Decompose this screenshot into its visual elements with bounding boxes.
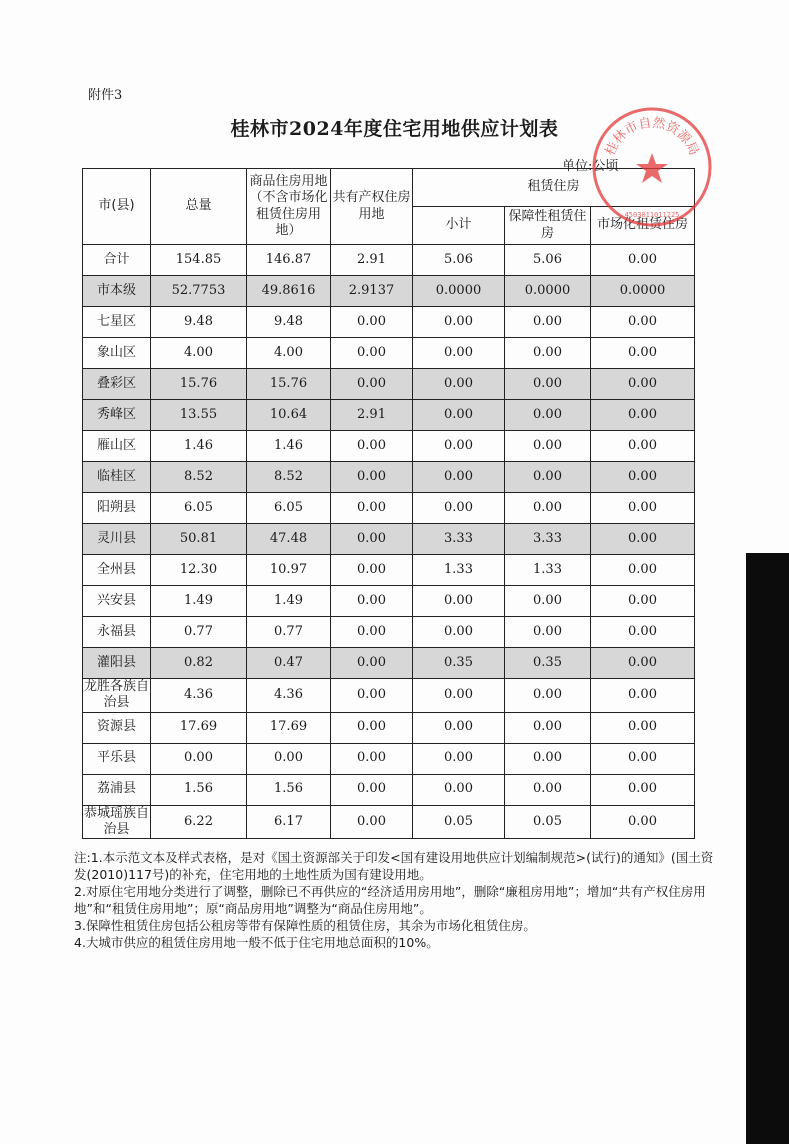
- county-cell: 全州县: [83, 555, 151, 586]
- attachment-label: 附件3: [88, 88, 123, 103]
- total-cell: 0.82: [151, 648, 247, 679]
- subtotal-cell: 5.06: [413, 245, 505, 276]
- market-cell: 0.00: [591, 524, 695, 555]
- subtotal-cell: 0.05: [413, 805, 505, 839]
- commercial-cell: 4.36: [247, 679, 331, 713]
- county-cell: 恭城瑶族自治县: [83, 805, 149, 837]
- header-market: 市场化租赁住房: [591, 207, 695, 245]
- commercial-cell: 0.47: [247, 648, 331, 679]
- total-cell: 17.69: [151, 712, 247, 743]
- commercial-cell: 9.48: [247, 307, 331, 338]
- total-cell: 8.52: [151, 462, 247, 493]
- subtotal-cell: 1.33: [413, 555, 505, 586]
- market-cell: 0.00: [591, 712, 695, 743]
- market-cell: 0.00: [591, 338, 695, 369]
- shared-cell: 0.00: [331, 805, 413, 839]
- table-row: [83, 555, 695, 586]
- header-rental: 租赁住房: [413, 169, 695, 207]
- total-cell: 12.30: [151, 555, 247, 586]
- commercial-cell: 8.52: [247, 462, 331, 493]
- table-row: [83, 679, 695, 713]
- market-cell: 0.00: [591, 679, 695, 713]
- guaranteed-cell: 0.00: [505, 712, 591, 743]
- total-cell: 0.00: [151, 743, 247, 774]
- commercial-cell: 6.05: [247, 493, 331, 524]
- header-total: 总量: [151, 169, 247, 245]
- table-row: [83, 338, 695, 369]
- shared-cell: 0.00: [331, 307, 413, 338]
- subtotal-cell: 0.00: [413, 307, 505, 338]
- county-cell: 灵川县: [83, 524, 151, 555]
- total-cell: 1.46: [151, 431, 247, 462]
- commercial-cell: 0.77: [247, 617, 331, 648]
- note-3: 3.保障性租赁住房包括公租房等带有保障性质的租赁住房，其余为市场化租赁住房。: [74, 918, 536, 933]
- guaranteed-cell: 0.0000: [505, 276, 591, 307]
- county-cell: 象山区: [83, 338, 151, 369]
- total-cell: 4.36: [151, 679, 247, 713]
- county-cell: 永福县: [83, 617, 151, 648]
- table-row: [83, 617, 695, 648]
- subtotal-cell: 0.00: [413, 338, 505, 369]
- subtotal-cell: 0.00: [413, 679, 505, 713]
- guaranteed-cell: 3.33: [505, 524, 591, 555]
- shared-cell: 0.00: [331, 369, 413, 400]
- county-cell: 龙胜各族自治县: [83, 679, 149, 711]
- table-row: [83, 524, 695, 555]
- total-cell: 52.7753: [151, 276, 247, 307]
- shared-cell: 0.00: [331, 617, 413, 648]
- guaranteed-cell: 0.00: [505, 462, 591, 493]
- table-row: [83, 805, 695, 839]
- table-row: [83, 493, 695, 524]
- subtotal-cell: 0.00: [413, 617, 505, 648]
- subtotal-cell: 0.35: [413, 648, 505, 679]
- county-cell: 荔浦县: [83, 774, 151, 805]
- market-cell: 0.00: [591, 743, 695, 774]
- svg-text:4503011011225: 4503011011225: [624, 211, 680, 219]
- subtotal-cell: 0.00: [413, 462, 505, 493]
- table-row: [83, 586, 695, 617]
- shared-cell: 0.00: [331, 743, 413, 774]
- commercial-cell: 0.00: [247, 743, 331, 774]
- shared-cell: 0.00: [331, 555, 413, 586]
- market-cell: 0.00: [591, 493, 695, 524]
- guaranteed-cell: 0.05: [505, 805, 591, 839]
- table-row: [83, 774, 695, 805]
- supply-plan-table: [82, 168, 695, 839]
- subtotal-cell: 0.00: [413, 712, 505, 743]
- county-cell: 灌阳县: [83, 648, 151, 679]
- guaranteed-cell: 0.00: [505, 493, 591, 524]
- market-cell: 0.00: [591, 805, 695, 839]
- subtotal-cell: 0.00: [413, 431, 505, 462]
- total-cell: 6.22: [151, 805, 247, 839]
- guaranteed-cell: 0.00: [505, 400, 591, 431]
- total-cell: 0.77: [151, 617, 247, 648]
- commercial-cell: 15.76: [247, 369, 331, 400]
- guaranteed-cell: 5.06: [505, 245, 591, 276]
- shared-cell: 0.00: [331, 712, 413, 743]
- county-cell: 合计: [83, 245, 151, 276]
- market-cell: 0.00: [591, 431, 695, 462]
- header-guaranteed: 保障性租赁住房: [505, 207, 591, 245]
- county-cell: 秀峰区: [83, 400, 151, 431]
- shared-cell: 0.00: [331, 648, 413, 679]
- county-cell: 平乐县: [83, 743, 151, 774]
- guaranteed-cell: 0.00: [505, 307, 591, 338]
- guaranteed-cell: 0.00: [505, 338, 591, 369]
- market-cell: 0.00: [591, 774, 695, 805]
- commercial-cell: 17.69: [247, 712, 331, 743]
- commercial-cell: 10.64: [247, 400, 331, 431]
- total-cell: 9.48: [151, 307, 247, 338]
- county-cell: 临桂区: [83, 462, 151, 493]
- market-cell: 0.00: [591, 648, 695, 679]
- table-row: [83, 648, 695, 679]
- county-cell: 市本级: [83, 276, 151, 307]
- market-cell: 0.00: [591, 617, 695, 648]
- total-cell: 50.81: [151, 524, 247, 555]
- shared-cell: 0.00: [331, 462, 413, 493]
- commercial-cell: 6.17: [247, 805, 331, 839]
- county-cell: 七星区: [83, 307, 151, 338]
- market-cell: 0.00: [591, 586, 695, 617]
- note-4: 4.大城市供应的租赁住房用地一般不低于住宅用地总面积的10%。: [74, 935, 439, 950]
- subtotal-cell: 3.33: [413, 524, 505, 555]
- note-1: 注:1.本示范文本及样式表格，是对《国土资源部关于印发<国有建设用地供应计划编制规范>(试行)的通知》(国土资发(2010)117号)的补充，住宅用地的土地性质为国有建设用地。: [74, 850, 714, 882]
- subtotal-cell: 0.00: [413, 743, 505, 774]
- commercial-cell: 1.46: [247, 431, 331, 462]
- table-row: [83, 743, 695, 774]
- notes: [74, 849, 714, 951]
- header-commercial: 商品住房用地（不含市场化租赁住房用地）: [247, 169, 331, 245]
- guaranteed-cell: 0.00: [505, 586, 591, 617]
- guaranteed-cell: 0.00: [505, 743, 591, 774]
- official-seal: [590, 105, 715, 230]
- shared-cell: 0.00: [331, 338, 413, 369]
- table-body: [83, 245, 695, 839]
- subtotal-cell: 0.0000: [413, 276, 505, 307]
- unit-label: 单位:公顷: [562, 159, 619, 174]
- market-cell: 0.0000: [591, 276, 695, 307]
- guaranteed-cell: 0.00: [505, 679, 591, 713]
- shared-cell: 2.91: [331, 245, 413, 276]
- note-2: 2.对原住宅用地分类进行了调整，删除已不再供应的“经济适用房用地”，删除“廉租房用地”；增加“共有产权住房用地”和“租赁住房用地”；原“商品房用地”调整为“商品住房用地”。: [74, 884, 706, 916]
- commercial-cell: 47.48: [247, 524, 331, 555]
- shared-cell: 0.00: [331, 493, 413, 524]
- shared-cell: 0.00: [331, 431, 413, 462]
- total-cell: 6.05: [151, 493, 247, 524]
- subtotal-cell: 0.00: [413, 774, 505, 805]
- table-row: [83, 462, 695, 493]
- guaranteed-cell: 0.00: [505, 617, 591, 648]
- shared-cell: 2.91: [331, 400, 413, 431]
- total-cell: 1.49: [151, 586, 247, 617]
- shared-cell: 0.00: [331, 586, 413, 617]
- market-cell: 0.00: [591, 245, 695, 276]
- county-cell: 资源县: [83, 712, 151, 743]
- total-cell: 1.56: [151, 774, 247, 805]
- shared-cell: 2.9137: [331, 276, 413, 307]
- guaranteed-cell: 0.35: [505, 648, 591, 679]
- commercial-cell: 10.97: [247, 555, 331, 586]
- market-cell: 0.00: [591, 369, 695, 400]
- market-cell: 0.00: [591, 555, 695, 586]
- market-cell: 0.00: [591, 400, 695, 431]
- svg-text:桂林市自然资源局: 桂林市自然资源局: [602, 115, 702, 158]
- table-row: [83, 245, 695, 276]
- page-title: 桂林市2024年度住宅用地供应计划表: [230, 118, 559, 140]
- total-cell: 4.00: [151, 338, 247, 369]
- subtotal-cell: 0.00: [413, 586, 505, 617]
- subtotal-cell: 0.00: [413, 493, 505, 524]
- table-row: [83, 276, 695, 307]
- county-cell: 兴安县: [83, 586, 151, 617]
- market-cell: 0.00: [591, 307, 695, 338]
- county-cell: 叠彩区: [83, 369, 151, 400]
- county-cell: 阳朔县: [83, 493, 151, 524]
- subtotal-cell: 0.00: [413, 400, 505, 431]
- total-cell: 15.76: [151, 369, 247, 400]
- subtotal-cell: 0.00: [413, 369, 505, 400]
- header-shared: 共有产权住房用地: [331, 169, 413, 245]
- scan-edge-shadow: [746, 553, 789, 1144]
- header-subtotal: 小计: [413, 207, 505, 245]
- commercial-cell: 4.00: [247, 338, 331, 369]
- table-row: [83, 712, 695, 743]
- guaranteed-cell: 0.00: [505, 774, 591, 805]
- market-cell: 0.00: [591, 462, 695, 493]
- header-county: 市(县): [83, 169, 151, 245]
- commercial-cell: 1.56: [247, 774, 331, 805]
- shared-cell: 0.00: [331, 679, 413, 713]
- guaranteed-cell: 0.00: [505, 369, 591, 400]
- county-cell: 雁山区: [83, 431, 151, 462]
- total-cell: 154.85: [151, 245, 247, 276]
- commercial-cell: 49.8616: [247, 276, 331, 307]
- table-row: [83, 400, 695, 431]
- table-row: [83, 307, 695, 338]
- guaranteed-cell: 1.33: [505, 555, 591, 586]
- shared-cell: 0.00: [331, 524, 413, 555]
- table-row: [83, 369, 695, 400]
- guaranteed-cell: 0.00: [505, 431, 591, 462]
- total-cell: 13.55: [151, 400, 247, 431]
- commercial-cell: 146.87: [247, 245, 331, 276]
- table-row: [83, 431, 695, 462]
- shared-cell: 0.00: [331, 774, 413, 805]
- commercial-cell: 1.49: [247, 586, 331, 617]
